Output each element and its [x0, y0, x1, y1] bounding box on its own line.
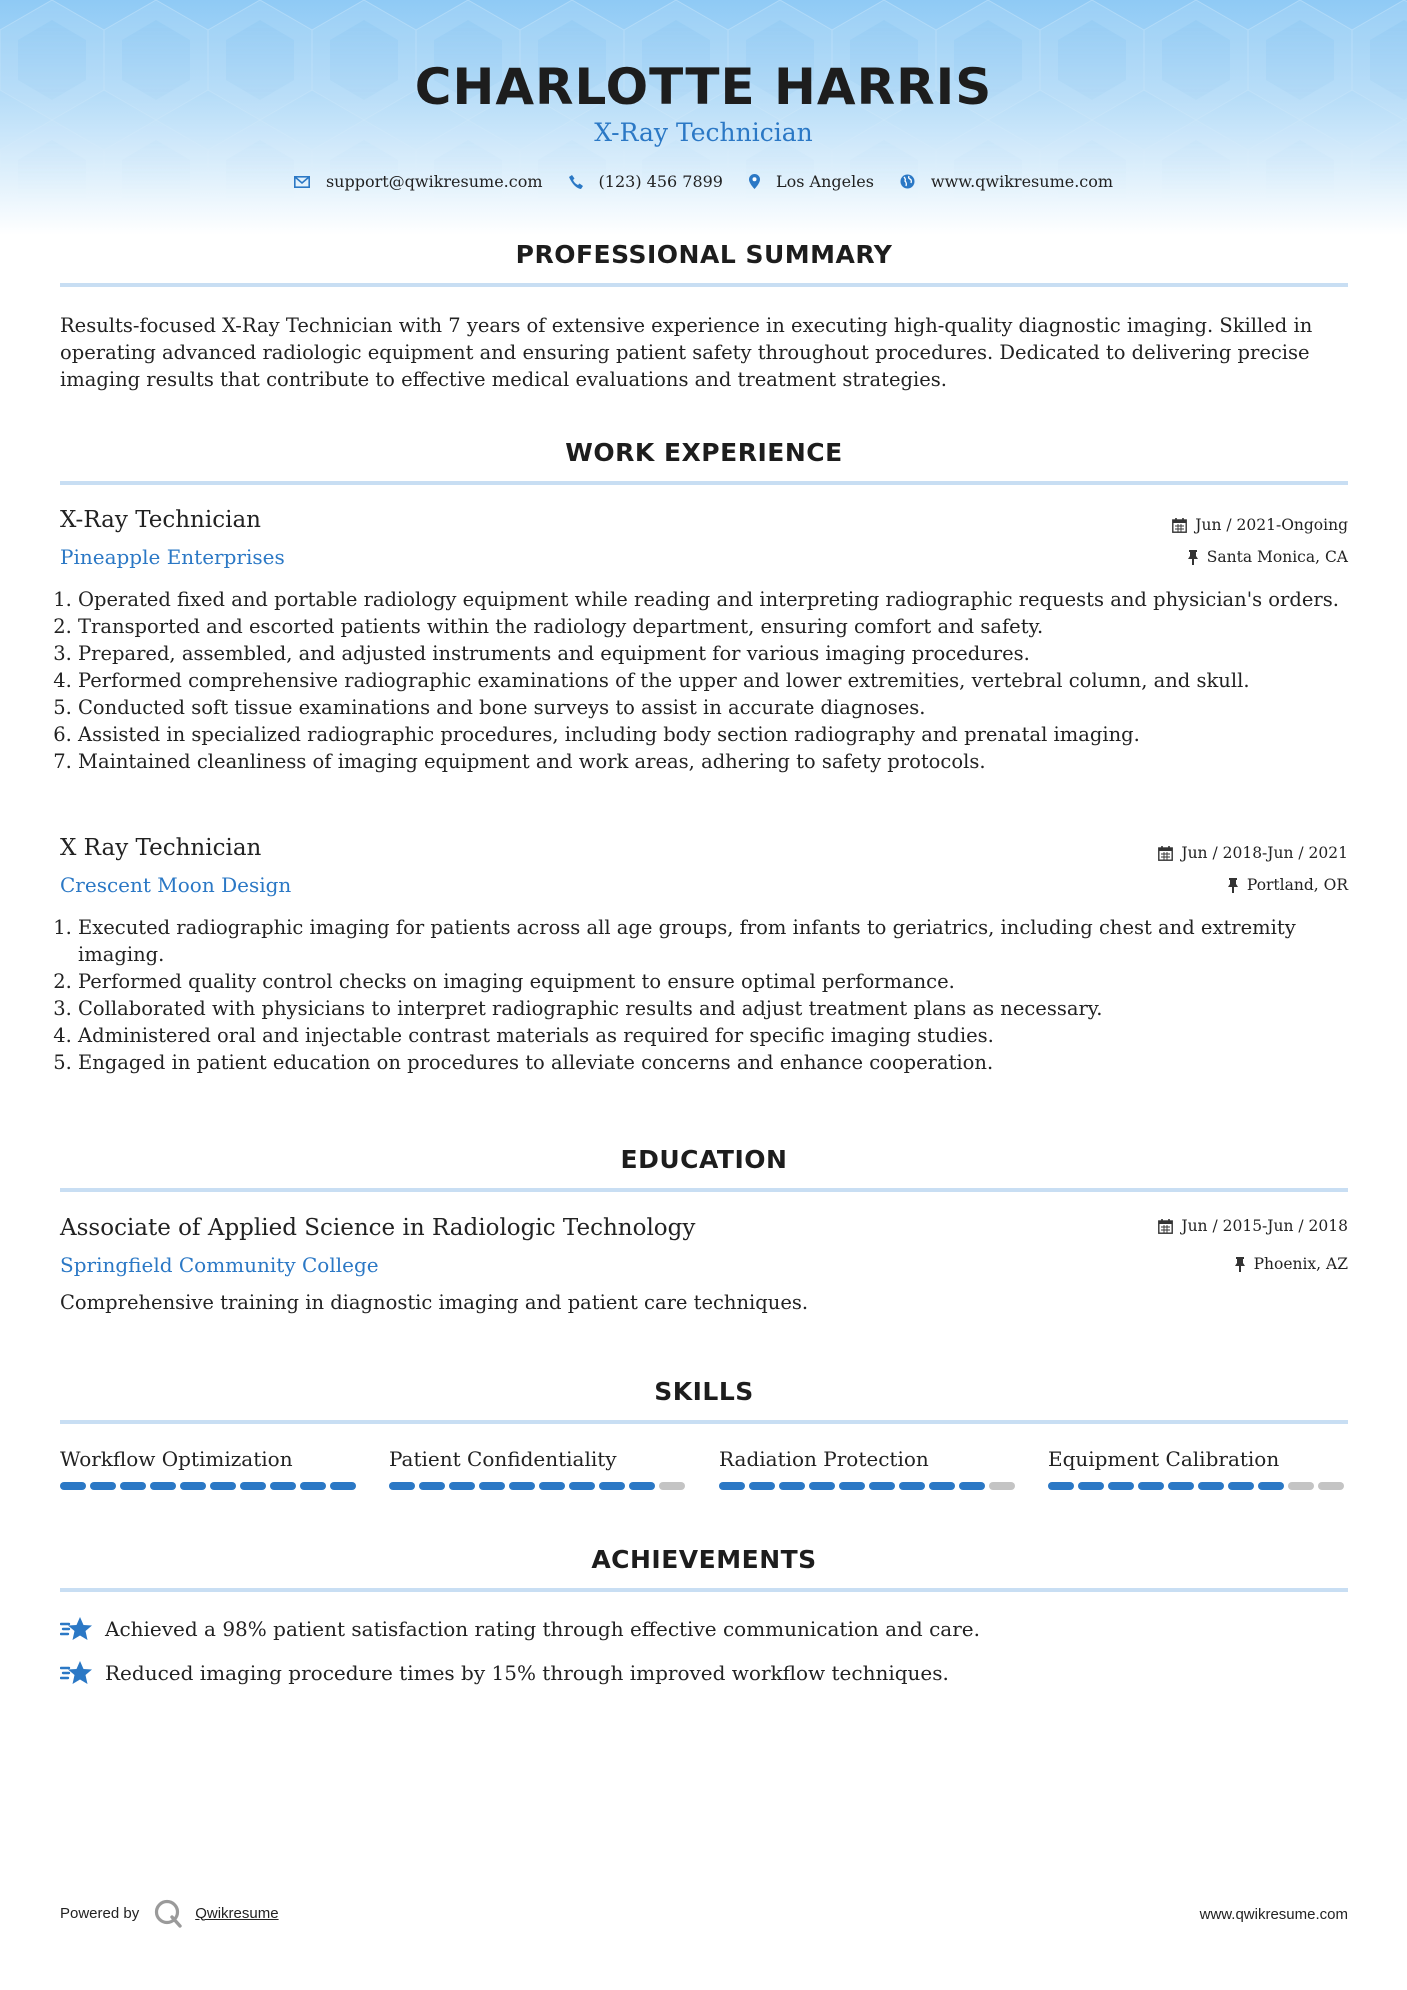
- skill-segment-empty: [1288, 1482, 1314, 1490]
- skill-segment-filled: [839, 1482, 865, 1490]
- skill-segment-filled: [959, 1482, 985, 1490]
- education-divider: [60, 1188, 1348, 1192]
- skill-segment-empty: [659, 1482, 685, 1490]
- list-item: 2. Performed quality control checks on imaging equipment to ensure optimal performance.: [78, 968, 1370, 995]
- job-2-bullets: [60, 914, 1370, 1076]
- experience-title: WORK EXPERIENCE: [565, 438, 843, 467]
- contact-email-text: support@qwikresume.com: [325, 172, 543, 191]
- contact-bar: [0, 172, 1407, 191]
- skill-segment-filled: [809, 1482, 835, 1490]
- pushpin-icon: [1234, 1257, 1246, 1272]
- skill-segment-filled: [749, 1482, 775, 1490]
- job-1-dates: [1172, 516, 1348, 534]
- globe-icon: [900, 174, 915, 189]
- skill-segment-filled: [300, 1482, 326, 1490]
- skill-segment-filled: [180, 1482, 206, 1490]
- job-1-title: X-Ray Technician: [60, 507, 261, 533]
- education-school: Springfield Community College: [60, 1253, 379, 1277]
- powered-by-label: Powered by: [60, 1904, 140, 1922]
- skill-segment-filled: [419, 1482, 445, 1490]
- skill-segment-empty: [1318, 1482, 1344, 1490]
- job-2-dates-text: Jun / 2018-Jun / 2021: [1181, 844, 1348, 862]
- skill-level-bar: [1048, 1482, 1348, 1490]
- calendar-icon: [1158, 1219, 1173, 1234]
- contact-location: [749, 172, 874, 191]
- skill-segment-filled: [569, 1482, 595, 1490]
- summary-divider: [60, 283, 1348, 287]
- job-2-dates: [1158, 844, 1348, 862]
- skill-segment-filled: [330, 1482, 356, 1490]
- skill-segment-filled: [779, 1482, 805, 1490]
- skill-segment-empty: [989, 1482, 1015, 1490]
- skills-title: SKILLS: [654, 1377, 754, 1406]
- candidate-role: X-Ray Technician: [594, 118, 813, 147]
- skill-segment-filled: [539, 1482, 565, 1490]
- skill-segment-filled: [150, 1482, 176, 1490]
- skill-segment-filled: [629, 1482, 655, 1490]
- job-1-location: [1187, 548, 1348, 566]
- list-item: 3. Prepared, assembled, and adjusted instruments and equipment for various imaging procedures.: [78, 640, 1370, 667]
- education-dates: [1158, 1217, 1348, 1235]
- skill-segment-filled: [240, 1482, 266, 1490]
- skill-level-bar: [60, 1482, 360, 1490]
- education-description: Comprehensive training in diagnostic imaging and patient care techniques.: [60, 1291, 809, 1314]
- skills-divider: [60, 1420, 1348, 1424]
- achievement-item: [60, 1660, 949, 1686]
- skill-segment-filled: [869, 1482, 895, 1490]
- job-2-location-text: Portland, OR: [1246, 876, 1348, 894]
- skill-segment-filled: [270, 1482, 296, 1490]
- envelope-icon: [294, 176, 310, 188]
- star-icon: [60, 1660, 93, 1686]
- list-item: 6. Assisted in specialized radiographic procedures, including body section radiography and prenatal imaging.: [78, 721, 1370, 748]
- skill-name: Equipment Calibration: [1048, 1447, 1280, 1471]
- job-1-company: Pineapple Enterprises: [60, 545, 285, 569]
- experience-divider: [60, 481, 1348, 485]
- brand-link[interactable]: Qwikresume: [195, 1904, 279, 1922]
- contact-website[interactable]: [900, 172, 1113, 191]
- skill-level-bar: [389, 1482, 689, 1490]
- list-item: 5. Conducted soft tissue examinations and bone surveys to assist in accurate diagnoses.: [78, 694, 1370, 721]
- map-marker-icon: [749, 174, 760, 189]
- skill-segment-filled: [1198, 1482, 1224, 1490]
- skill-segment-filled: [120, 1482, 146, 1490]
- skill-segment-filled: [1138, 1482, 1164, 1490]
- skill-segment-filled: [1078, 1482, 1104, 1490]
- summary-title: PROFESSIONAL SUMMARY: [515, 240, 893, 269]
- contact-website-text: www.qwikresume.com: [930, 172, 1114, 191]
- skill-name: Radiation Protection: [719, 1447, 929, 1471]
- skill-segment-filled: [599, 1482, 625, 1490]
- list-item: 4. Performed comprehensive radiographic examinations of the upper and lower extremities, vertebral column, and skull.: [78, 667, 1370, 694]
- achievement-text: Achieved a 98% patient satisfaction rating through effective communication and care.: [105, 1617, 980, 1641]
- job-2-title: X Ray Technician: [60, 835, 262, 861]
- skill-segment-filled: [1048, 1482, 1074, 1490]
- pushpin-icon: [1227, 878, 1239, 893]
- list-item: 5. Engaged in patient education on procedures to alleviate concerns and enhance cooperation.: [78, 1049, 1370, 1076]
- skill-item: [1048, 1447, 1348, 1490]
- job-1-dates-text: Jun / 2021-Ongoing: [1195, 516, 1348, 534]
- skill-segment-filled: [60, 1482, 86, 1490]
- contact-email[interactable]: [294, 172, 543, 191]
- achievement-item: [60, 1616, 980, 1642]
- job-1-bullets: [60, 586, 1370, 775]
- skill-segment-filled: [449, 1482, 475, 1490]
- skill-item: [60, 1447, 360, 1490]
- skill-segment-filled: [509, 1482, 535, 1490]
- contact-location-text: Los Angeles: [775, 172, 874, 191]
- skill-segment-filled: [1168, 1482, 1194, 1490]
- contact-phone-text: (123) 456 7899: [598, 172, 723, 191]
- skill-segment-filled: [1108, 1482, 1134, 1490]
- education-title: EDUCATION: [620, 1145, 788, 1174]
- skill-segment-filled: [719, 1482, 745, 1490]
- candidate-name: CHARLOTTE HARRIS: [414, 58, 993, 116]
- education-dates-text: Jun / 2015-Jun / 2018: [1181, 1217, 1348, 1235]
- summary-text: Results-focused X-Ray Technician with 7 years of extensive experience in executing high-quality diagnostic imaging. Skilled in operating advanced radiologic equipment and ensuring patient safety throughout procedures. Dedicated to delivering precise imaging results that contribute to effective medical evaluations and treatment strategies.: [60, 314, 1313, 391]
- star-icon: [60, 1616, 93, 1642]
- contact-phone[interactable]: [569, 172, 723, 191]
- list-item: 1. Executed radiographic imaging for patients across all age groups, from infants to geriatrics, including chest and extremity imaging.: [78, 914, 1370, 968]
- education-location: [1234, 1255, 1348, 1273]
- skill-segment-filled: [899, 1482, 925, 1490]
- skill-segment-filled: [479, 1482, 505, 1490]
- achievements-divider: [60, 1588, 1348, 1592]
- achievements-title: ACHIEVEMENTS: [591, 1545, 817, 1574]
- job-2-company: Crescent Moon Design: [60, 873, 292, 897]
- skill-name: Patient Confidentiality: [389, 1447, 617, 1471]
- skill-name: Workflow Optimization: [60, 1447, 293, 1471]
- list-item: 2. Transported and escorted patients within the radiology department, ensuring comfort and safety.: [78, 613, 1370, 640]
- skill-segment-filled: [90, 1482, 116, 1490]
- calendar-icon: [1172, 518, 1187, 533]
- skill-segment-filled: [1258, 1482, 1284, 1490]
- skill-segment-filled: [1228, 1482, 1254, 1490]
- calendar-icon: [1158, 846, 1173, 861]
- qwikresume-logo-icon: [153, 1898, 183, 1928]
- phone-icon: [569, 175, 583, 189]
- skill-item: [389, 1447, 689, 1490]
- list-item: 7. Maintained cleanliness of imaging equipment and work areas, adhering to safety protocols.: [78, 748, 1370, 775]
- skill-segment-filled: [389, 1482, 415, 1490]
- pushpin-icon: [1187, 550, 1199, 565]
- list-item: 4. Administered oral and injectable contrast materials as required for specific imaging studies.: [78, 1022, 1370, 1049]
- achievement-text: Reduced imaging procedure times by 15% through improved workflow techniques.: [105, 1661, 949, 1685]
- job-2-location: [1227, 876, 1348, 894]
- footer-website[interactable]: www.qwikresume.com: [1199, 1906, 1348, 1923]
- skill-item: [719, 1447, 1019, 1490]
- skill-segment-filled: [929, 1482, 955, 1490]
- list-item: 1. Operated fixed and portable radiology equipment while reading and interpreting radiographic requests and physician's orders.: [78, 586, 1370, 613]
- job-1-location-text: Santa Monica, CA: [1206, 548, 1348, 566]
- education-degree: Associate of Applied Science in Radiologic Technology: [60, 1215, 696, 1241]
- skill-segment-filled: [210, 1482, 236, 1490]
- footer-powered-by: [60, 1898, 279, 1928]
- education-location-text: Phoenix, AZ: [1253, 1255, 1348, 1273]
- skill-level-bar: [719, 1482, 1019, 1490]
- list-item: 3. Collaborated with physicians to interpret radiographic results and adjust treatment plans as necessary.: [78, 995, 1370, 1022]
